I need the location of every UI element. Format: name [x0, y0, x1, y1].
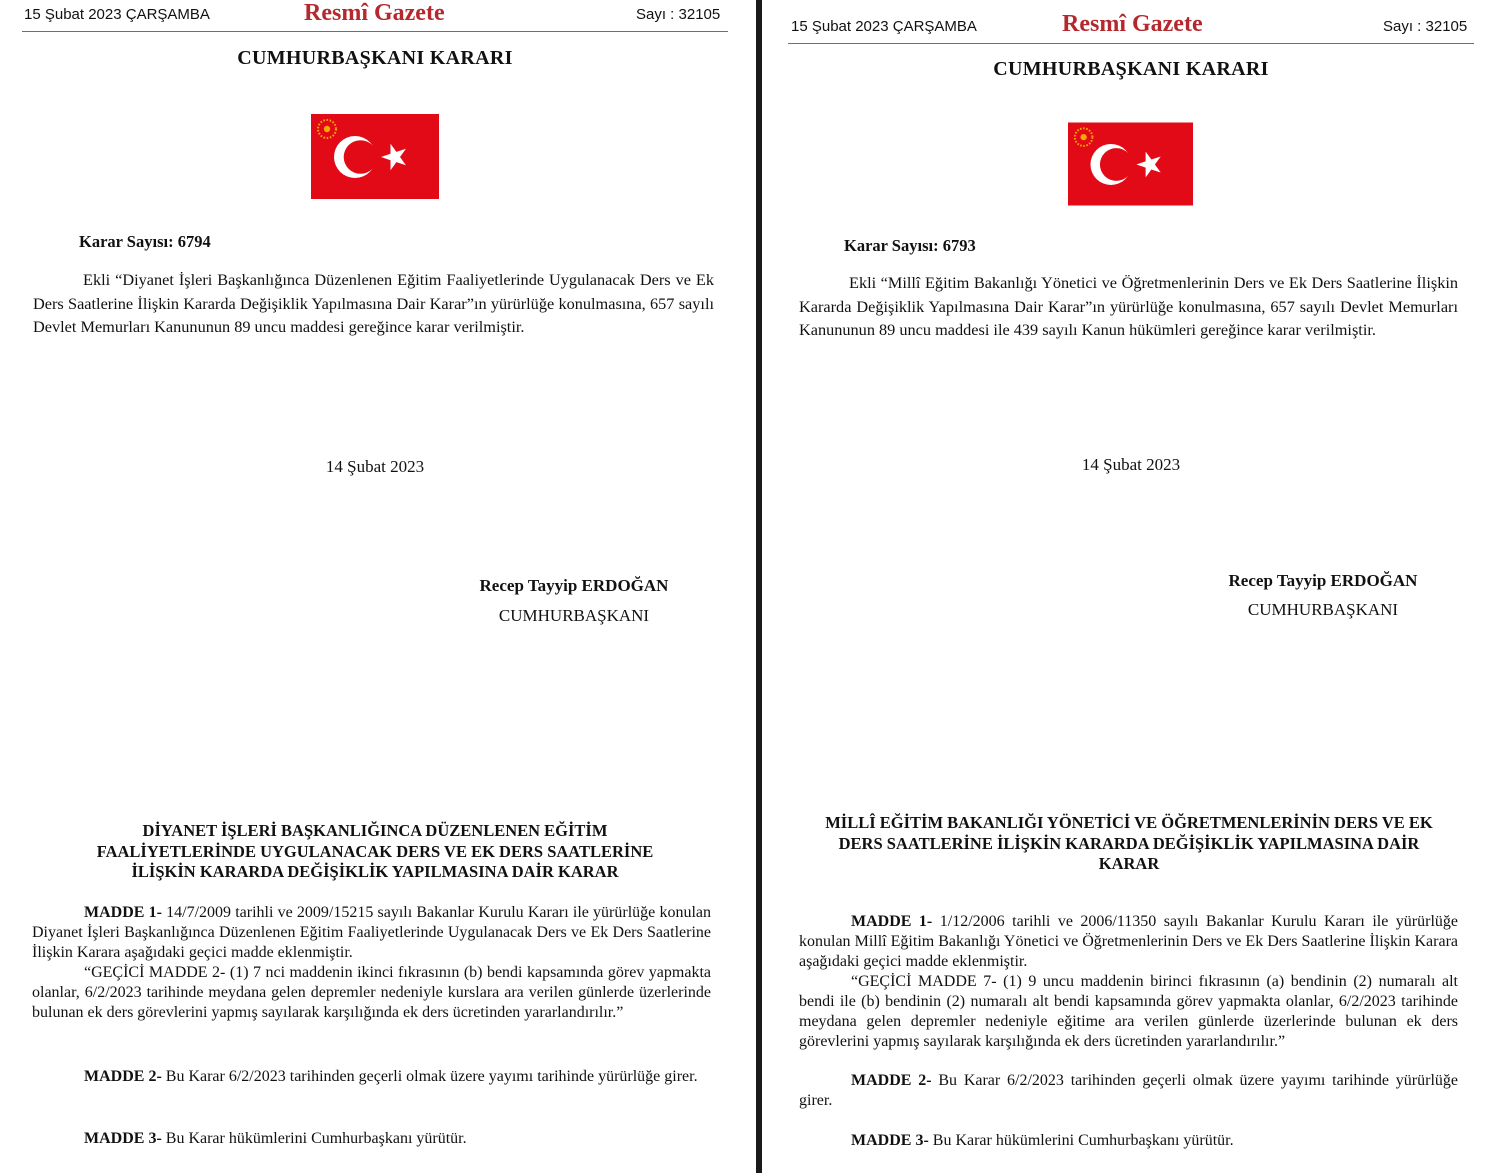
- gazette-title: Resmî Gazete: [1062, 11, 1203, 37]
- article-label: MADDE 2-: [851, 1072, 932, 1089]
- signer-name: Recep Tayyip ERDOĞAN: [479, 576, 669, 595]
- intro-paragraph: Ekli “Diyanet İşleri Başkanlığınca Düzenlenen Eğitim Faaliyetlerinde Uygulanacak Ders ve Ek Ders Saatlerine İlişkin Kararda Değişiklik Yapılmasına Dair Karar”ın yürürlüğe konulmasına, 657 sayılı Devlet Memurları Kanununun 89 uncu maddesi gereğince karar verilmiştir.: [33, 270, 714, 336]
- article-2: [799, 1071, 1458, 1111]
- article-text: 14/7/2009 tarihli ve 2009/15215 sayılı Bakanlar Kurulu Kararı ile yürürlüğe konulan Diyanet İşleri Başkanlığınca Düzenlenen Eğitim Faaliyetlerinde Uygulanacak Ders ve Ek Ders Saatlerine İlişkin Karara aşağıdaki geçici madde eklenmiştir.: [32, 904, 711, 961]
- decision-date: 14 Şubat 2023: [325, 457, 425, 476]
- intro-paragraph: Ekli “Millî Eğitim Bakanlığı Yönetici ve Öğretmenlerinin Ders ve Ek Ders Saatlerine İlişkin Kararda Değişiklik Yapılmasına Dair Karar”ın yürürlüğe konulmasına, 657 sayılı Devlet Memurları Kanununun 89 uncu maddesi ile 439 sayılı Kanun hükümleri gereğince karar verilmiştir.: [799, 273, 1458, 339]
- article-text: 1/12/2006 tarihli ve 2006/11350 sayılı Bakanlar Kurulu Kararı ile yürürlüğe konulan Millî Eğitim Bakanlığı Yönetici ve Öğretmenlerinin Ders ve Ek Ders Saatlerine İlişkin Karara aşağıdaki geçici madde eklenmiştir.: [799, 913, 1459, 970]
- header-date: 15 Şubat 2023 ÇARŞAMBA: [791, 18, 977, 35]
- article-1: [799, 912, 1458, 1052]
- header-date: 15 Şubat 2023 ÇARŞAMBA: [24, 6, 210, 23]
- law-title-line: FAALİYETLERİNDE UYGULANACAK DERS VE EK DERS SAATLERİNE: [96, 841, 654, 861]
- article-text: Bu Karar 6/2/2023 tarihinden geçerli olmak üzere yayımı tarihinde yürürlüğe girer.: [799, 1072, 1459, 1109]
- signer-title: CUMHURBAŞKANI: [498, 606, 650, 625]
- signer-title: CUMHURBAŞKANI: [1247, 600, 1399, 619]
- decision-number: Karar Sayısı: 6794: [79, 232, 211, 251]
- article-label: MADDE 3-: [84, 1130, 162, 1147]
- decision-date: 14 Şubat 2023: [1081, 455, 1181, 474]
- decision-heading: CUMHURBAŞKANI KARARI: [993, 58, 1269, 80]
- presidential-flag-icon: [1068, 122, 1193, 206]
- article-text: Bu Karar hükümlerini Cumhurbaşkanı yürütür.: [165, 1130, 467, 1147]
- law-title: [0, 821, 750, 883]
- law-title-line: KARAR: [1098, 854, 1160, 873]
- law-title-line: İLİŞKİN KARARDA DEĞİŞİKLİK YAPILMASINA DAİR KARAR: [131, 862, 619, 881]
- gazette-page-right: [762, 0, 1500, 1173]
- issue-number: Sayı : 32105: [1383, 18, 1468, 35]
- decision-heading: CUMHURBAŞKANI KARARI: [237, 47, 513, 69]
- article-label: MADDE 1-: [851, 913, 933, 930]
- article-text: Bu Karar 6/2/2023 tarihinden geçerli olmak üzere yayımı tarihinde yürürlüğe girer.: [165, 1068, 698, 1085]
- law-title-line: DERS SAATLERİNE İLİŞKİN KARARDA DEĞİŞİKLİK YAPILMASINA DAİR: [838, 833, 1420, 853]
- article-text: Bu Karar hükümlerini Cumhurbaşkanı yürütür.: [932, 1132, 1234, 1149]
- article-1: [32, 903, 711, 1023]
- article-label: MADDE 1-: [84, 904, 162, 921]
- article-3: [799, 1131, 1458, 1151]
- header-rule: [788, 43, 1474, 44]
- gazette-title: Resmî Gazete: [304, 0, 445, 26]
- article-quote: “GEÇİCİ MADDE 2- (1) 7 nci maddenin ikinci fıkrasının (b) bendi kapsamında görev yapmakta olanlar, 6/2/2023 tarihinde meydana gelen depremler nedeniyle kurslara ara verilen günlerde üzerlerinde bulunan ek ders görevlerini yapmış sayılarak karşılığında ek ders ücretinden yararlandırılır.”: [32, 964, 711, 1021]
- issue-number: Sayı : 32105: [636, 6, 721, 23]
- article-label: MADDE 3-: [851, 1132, 929, 1149]
- article-quote: “GEÇİCİ MADDE 7- (1) 9 uncu maddenin birinci fıkrasının (a) bendinin (2) numaralı alt bendi ile (b) bendinin (2) numaralı alt bendi kapsamında görev yapmakta olanlar, 6/2/2023 tarihinde meydana gelen depremler nedeniyle eğitime ara verilen günlerde üzerlerinde bulunan ek ders görevlerini yapmış sayılarak karşılığında ek ders ücretinden yararlandırılır.”: [799, 973, 1458, 1050]
- article-3: [32, 1129, 711, 1149]
- header-rule: [22, 31, 728, 32]
- law-title-line: DİYANET İŞLERİ BAŞKANLIĞINCA DÜZENLENEN EĞİTİM: [142, 821, 608, 840]
- signer-name: Recep Tayyip ERDOĞAN: [1228, 571, 1418, 590]
- law-title-line: MİLLÎ EĞİTİM BAKANLIĞI YÖNETİCİ VE ÖĞRETMENLERİNİN DERS VE EK: [825, 813, 1433, 832]
- decision-number: Karar Sayısı: 6793: [844, 236, 976, 255]
- law-title: [762, 813, 1496, 875]
- presidential-flag-icon: [311, 114, 439, 199]
- article-label: MADDE 2-: [84, 1068, 162, 1085]
- article-2: [32, 1067, 711, 1087]
